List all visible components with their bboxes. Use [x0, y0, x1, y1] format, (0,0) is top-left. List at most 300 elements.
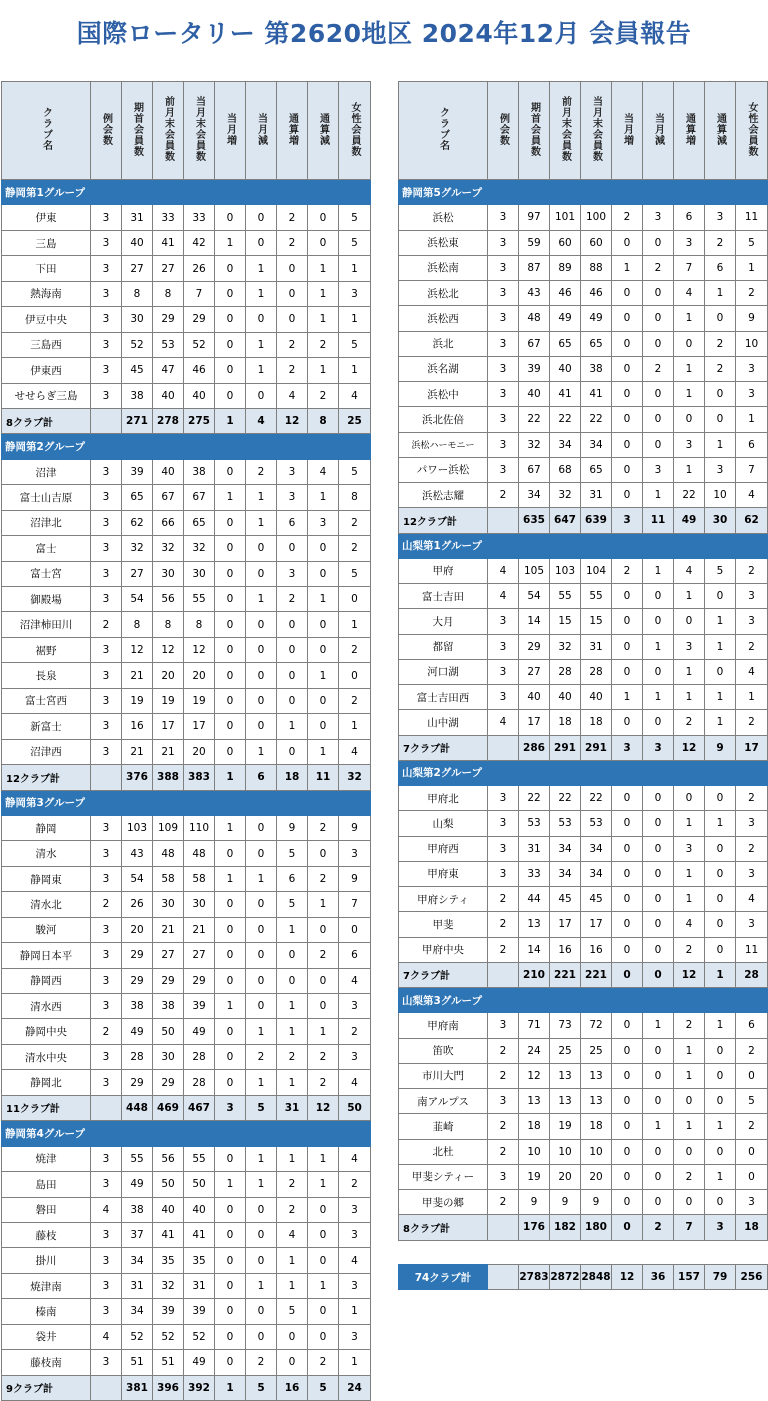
cell-meetings: 3 — [488, 281, 519, 306]
cell-female-members: 5 — [339, 205, 371, 230]
cell-total-decrease: 1 — [308, 256, 339, 281]
cell-total-decrease: 1 — [308, 663, 339, 688]
cell-club-name: 大月 — [399, 609, 488, 634]
cell-club-name: 笛吹 — [399, 1038, 488, 1063]
cell-total-increase: 1 — [277, 1070, 308, 1095]
cell-start-members: 59 — [519, 230, 550, 255]
table-row — [2, 815, 371, 840]
cell-total-decrease: 2 — [705, 356, 736, 381]
cell-month-decrease: 1 — [246, 587, 277, 612]
header-label: 期首会員数 — [528, 101, 540, 157]
cell-meetings: 3 — [488, 836, 519, 861]
cell-meetings: 3 — [91, 1299, 122, 1324]
cell-month-end-members: 41 — [184, 1222, 215, 1247]
cell-total-decrease: 1 — [705, 1013, 736, 1038]
cell-month-increase: 0 — [612, 457, 643, 482]
cell-month-decrease: 0 — [643, 861, 674, 886]
cell-start-members: 21 — [122, 739, 153, 764]
cell-month-end-members: 28 — [184, 1044, 215, 1069]
cell-female-members: 4 — [339, 383, 371, 408]
table-row — [2, 307, 371, 332]
table-row — [399, 255, 768, 280]
cell-female-members: 0 — [736, 1164, 768, 1189]
total-prev-month-members: 388 — [153, 765, 184, 790]
table-row — [399, 432, 768, 457]
cell-total-increase: 0 — [277, 536, 308, 561]
table-row — [399, 861, 768, 886]
cell-meetings: 3 — [488, 356, 519, 381]
cell-total-increase: 2 — [277, 587, 308, 612]
cell-month-decrease: 1 — [246, 332, 277, 357]
cell-month-end-members: 10 — [581, 1139, 612, 1164]
cell-club-name: 下田 — [2, 256, 91, 281]
cell-month-increase: 1 — [215, 485, 246, 510]
total-month-end-members: 275 — [184, 408, 215, 433]
cell-month-decrease: 0 — [246, 917, 277, 942]
cell-total-decrease: 0 — [705, 887, 736, 912]
total-month-end-members: 291 — [581, 735, 612, 760]
cell-month-increase: 0 — [215, 256, 246, 281]
cell-month-decrease: 0 — [643, 1190, 674, 1215]
cell-prev-month-members: 41 — [153, 1222, 184, 1247]
cell-total-decrease: 0 — [705, 836, 736, 861]
cell-total-decrease: 0 — [705, 382, 736, 407]
cell-female-members: 4 — [339, 739, 371, 764]
table-row — [2, 917, 371, 942]
cell-month-increase: 0 — [612, 1089, 643, 1114]
total-start-members: 176 — [519, 1215, 550, 1240]
cell-meetings: 3 — [91, 994, 122, 1019]
cell-month-decrease: 0 — [246, 561, 277, 586]
cell-month-decrease: 1 — [643, 483, 674, 508]
total-total-increase: 18 — [277, 765, 308, 790]
cell-total-increase: 0 — [674, 1139, 705, 1164]
table-row — [399, 1164, 768, 1189]
cell-club-name: 静岡西 — [2, 968, 91, 993]
cell-start-members: 32 — [519, 432, 550, 457]
cell-month-end-members: 46 — [184, 358, 215, 383]
group-name: 静岡第1グループ — [2, 180, 371, 205]
cell-club-name: 榛南 — [2, 1299, 91, 1324]
cell-total-increase: 1 — [674, 659, 705, 684]
cell-club-name: 静岡中央 — [2, 1019, 91, 1044]
cell-month-decrease: 0 — [246, 1222, 277, 1247]
cell-meetings: 3 — [91, 230, 122, 255]
total-month-decrease: 11 — [643, 508, 674, 533]
table-row — [2, 510, 371, 535]
cell-club-name: 富士吉田西 — [399, 685, 488, 710]
cell-start-members: 52 — [122, 1324, 153, 1349]
table-row — [2, 866, 371, 891]
cell-total-decrease: 0 — [308, 1248, 339, 1273]
cell-total-increase: 7 — [674, 255, 705, 280]
cell-total-increase: 0 — [277, 1350, 308, 1375]
cell-total-increase: 0 — [277, 612, 308, 637]
cell-month-decrease: 0 — [246, 205, 277, 230]
cell-start-members: 31 — [122, 205, 153, 230]
table-row — [2, 1070, 371, 1095]
cell-month-end-members: 32 — [184, 536, 215, 561]
cell-month-increase: 0 — [612, 710, 643, 735]
header-label: 女性会員数 — [746, 101, 757, 157]
cell-prev-month-members: 65 — [550, 331, 581, 356]
cell-start-members: 22 — [519, 786, 550, 811]
cell-total-increase: 1 — [674, 887, 705, 912]
header-label: クラブ名 — [437, 107, 449, 151]
total-female-members: 18 — [736, 1215, 768, 1240]
cell-club-name: 都留 — [399, 634, 488, 659]
cell-total-decrease: 0 — [308, 1197, 339, 1222]
group-total-row — [2, 1375, 371, 1400]
header-label: 当月末会員数 — [193, 96, 205, 162]
cell-total-increase: 1 — [674, 1063, 705, 1088]
cell-female-members: 1 — [736, 255, 768, 280]
table-row — [2, 612, 371, 637]
cell-month-increase: 0 — [215, 332, 246, 357]
cell-total-decrease: 2 — [308, 943, 339, 968]
cell-month-end-members: 22 — [581, 786, 612, 811]
cell-month-decrease: 1 — [246, 1070, 277, 1095]
cell-meetings: 3 — [488, 811, 519, 836]
cell-month-end-members: 40 — [184, 1197, 215, 1222]
cell-meetings: 3 — [488, 306, 519, 331]
cell-total-decrease: 1 — [705, 710, 736, 735]
cell-start-members: 105 — [519, 558, 550, 583]
cell-month-end-members: 88 — [581, 255, 612, 280]
cell-month-end-members: 58 — [184, 866, 215, 891]
cell-total-decrease: 5 — [705, 558, 736, 583]
cell-club-name: 熱海南 — [2, 281, 91, 306]
cell-meetings: 3 — [91, 561, 122, 586]
cell-female-members: 2 — [339, 688, 371, 713]
cell-month-end-members: 25 — [581, 1038, 612, 1063]
cell-female-members: 2 — [736, 634, 768, 659]
cell-prev-month-members: 17 — [153, 714, 184, 739]
cell-meetings: 4 — [488, 584, 519, 609]
cell-month-end-members: 28 — [184, 1070, 215, 1095]
cell-meetings: 2 — [488, 483, 519, 508]
cell-start-members: 31 — [519, 836, 550, 861]
cell-month-increase: 0 — [612, 912, 643, 937]
total-female-members: 32 — [339, 765, 371, 790]
cell-prev-month-members: 49 — [550, 306, 581, 331]
cell-start-members: 38 — [122, 383, 153, 408]
cell-start-members: 19 — [519, 1164, 550, 1189]
header-label: 当月増 — [621, 112, 633, 146]
total-total-increase: 12 — [277, 408, 308, 433]
total-total-decrease: 12 — [308, 1095, 339, 1120]
cell-prev-month-members: 58 — [153, 866, 184, 891]
cell-total-decrease: 1 — [308, 358, 339, 383]
cell-club-name: 富士宮 — [2, 561, 91, 586]
cell-club-name: 甲斐シティー — [399, 1164, 488, 1189]
cell-month-end-members: 13 — [581, 1063, 612, 1088]
cell-month-decrease: 0 — [246, 637, 277, 662]
header-prev-month-members — [153, 82, 184, 180]
cell-month-decrease: 0 — [246, 841, 277, 866]
cell-female-members: 0 — [736, 1063, 768, 1088]
cell-prev-month-members: 40 — [550, 356, 581, 381]
cell-prev-month-members: 109 — [153, 815, 184, 840]
cell-meetings: 2 — [91, 612, 122, 637]
cell-month-decrease: 1 — [246, 866, 277, 891]
cell-total-increase: 1 — [277, 714, 308, 739]
table-row — [2, 943, 371, 968]
cell-club-name: 甲斐の郷 — [399, 1190, 488, 1215]
cell-prev-month-members: 56 — [153, 1146, 184, 1171]
header-month-increase — [215, 82, 246, 180]
cell-month-decrease: 0 — [643, 382, 674, 407]
cell-prev-month-members: 48 — [153, 841, 184, 866]
cell-total-decrease: 0 — [705, 1038, 736, 1063]
cell-month-increase: 2 — [612, 558, 643, 583]
cell-female-members: 5 — [736, 230, 768, 255]
header-meetings — [488, 82, 519, 180]
cell-month-end-members: 34 — [581, 432, 612, 457]
cell-month-end-members: 104 — [581, 558, 612, 583]
grand-total-table — [398, 1264, 768, 1290]
cell-total-decrease: 0 — [308, 536, 339, 561]
cell-meetings: 3 — [91, 739, 122, 764]
cell-month-decrease: 3 — [643, 205, 674, 230]
cell-month-end-members: 33 — [184, 205, 215, 230]
cell-month-end-members: 35 — [184, 1248, 215, 1273]
cell-month-decrease: 0 — [246, 663, 277, 688]
table-row — [2, 587, 371, 612]
group-header-row — [399, 760, 768, 785]
cell-female-members: 1 — [736, 407, 768, 432]
cell-start-members: 24 — [519, 1038, 550, 1063]
cell-month-decrease: 0 — [643, 659, 674, 684]
cell-total-increase: 0 — [674, 1089, 705, 1114]
cell-total-increase: 1 — [674, 811, 705, 836]
cell-female-members: 2 — [736, 281, 768, 306]
cell-month-end-members: 55 — [184, 587, 215, 612]
left-member-table — [1, 81, 371, 1401]
cell-prev-month-members: 103 — [550, 558, 581, 583]
cell-female-members: 1 — [339, 714, 371, 739]
header-club-name — [2, 82, 91, 180]
total-meetings — [91, 1375, 122, 1400]
cell-prev-month-members: 50 — [153, 1019, 184, 1044]
header-month-decrease — [643, 82, 674, 180]
cell-total-increase: 4 — [674, 912, 705, 937]
cell-start-members: 8 — [122, 612, 153, 637]
cell-month-increase: 0 — [612, 836, 643, 861]
cell-month-decrease: 2 — [643, 255, 674, 280]
cell-prev-month-members: 19 — [550, 1114, 581, 1139]
cell-female-members: 3 — [339, 841, 371, 866]
table-row — [2, 281, 371, 306]
cell-female-members: 4 — [339, 1248, 371, 1273]
header-start-members — [519, 82, 550, 180]
cell-meetings: 3 — [91, 1350, 122, 1375]
group-header-row — [399, 988, 768, 1013]
cell-month-increase: 0 — [215, 968, 246, 993]
cell-total-decrease: 0 — [705, 861, 736, 886]
cell-total-increase: 0 — [277, 968, 308, 993]
group-name: 静岡第4グループ — [2, 1121, 371, 1146]
total-month-increase: 0 — [612, 962, 643, 987]
header-label: 前月末会員数 — [559, 96, 571, 162]
cell-female-members: 6 — [736, 432, 768, 457]
cell-meetings: 3 — [91, 383, 122, 408]
table-row — [399, 634, 768, 659]
cell-total-increase: 1 — [674, 356, 705, 381]
cell-prev-month-members: 34 — [550, 836, 581, 861]
cell-female-members: 2 — [339, 1019, 371, 1044]
cell-female-members: 2 — [736, 710, 768, 735]
cell-month-increase: 0 — [215, 561, 246, 586]
cell-start-members: 30 — [122, 307, 153, 332]
cell-total-decrease: 1 — [705, 811, 736, 836]
cell-club-name: 山梨 — [399, 811, 488, 836]
header-female-members — [339, 82, 371, 180]
cell-female-members: 2 — [736, 836, 768, 861]
header-month-decrease — [246, 82, 277, 180]
cell-start-members: 67 — [519, 457, 550, 482]
cell-meetings: 3 — [91, 1222, 122, 1247]
cell-month-end-members: 34 — [581, 861, 612, 886]
total-total-increase: 16 — [277, 1375, 308, 1400]
cell-month-increase: 1 — [215, 866, 246, 891]
header-prev-month-members — [550, 82, 581, 180]
cell-female-members: 3 — [339, 1222, 371, 1247]
cell-total-increase: 1 — [277, 1146, 308, 1171]
cell-month-decrease: 3 — [643, 457, 674, 482]
total-female-members: 28 — [736, 962, 768, 987]
cell-female-members: 9 — [736, 306, 768, 331]
total-total-increase: 12 — [674, 735, 705, 760]
cell-total-decrease: 1 — [308, 1146, 339, 1171]
cell-month-decrease: 0 — [643, 1164, 674, 1189]
right-member-table — [398, 81, 768, 1241]
cell-total-decrease: 2 — [308, 383, 339, 408]
cell-total-decrease: 0 — [308, 917, 339, 942]
cell-month-increase: 0 — [215, 1222, 246, 1247]
cell-prev-month-members: 20 — [550, 1164, 581, 1189]
cell-prev-month-members: 19 — [153, 688, 184, 713]
cell-month-decrease: 1 — [246, 358, 277, 383]
table-row — [399, 457, 768, 482]
cell-club-name: 山中湖 — [399, 710, 488, 735]
cell-month-increase: 0 — [215, 637, 246, 662]
cell-month-increase: 0 — [215, 663, 246, 688]
cell-month-increase: 0 — [612, 1139, 643, 1164]
table-row — [399, 1139, 768, 1164]
cell-total-decrease: 1 — [308, 1019, 339, 1044]
table-row — [2, 892, 371, 917]
header-month-increase — [612, 82, 643, 180]
cell-month-decrease: 0 — [643, 584, 674, 609]
page-title: 国際ロータリー 第2620地区 2024年12月 会員報告 — [76, 19, 692, 48]
total-month-end-members: 383 — [184, 765, 215, 790]
cell-total-decrease: 0 — [308, 688, 339, 713]
cell-club-name: パワー浜松 — [399, 457, 488, 482]
cell-total-decrease: 4 — [308, 459, 339, 484]
cell-total-decrease: 3 — [308, 510, 339, 535]
cell-meetings: 3 — [91, 663, 122, 688]
cell-start-members: 40 — [519, 685, 550, 710]
cell-month-end-members: 29 — [184, 307, 215, 332]
cell-start-members: 16 — [122, 714, 153, 739]
cell-meetings: 3 — [488, 1164, 519, 1189]
cell-club-name: 長泉 — [2, 663, 91, 688]
cell-total-increase: 2 — [277, 230, 308, 255]
header-meetings — [91, 82, 122, 180]
cell-club-name: 北杜 — [399, 1139, 488, 1164]
cell-total-increase: 0 — [277, 281, 308, 306]
cell-total-decrease: 0 — [705, 912, 736, 937]
cell-total-decrease: 2 — [308, 332, 339, 357]
cell-start-members: 71 — [519, 1013, 550, 1038]
cell-month-end-members: 49 — [581, 306, 612, 331]
cell-total-decrease: 0 — [308, 561, 339, 586]
group-name: 山梨第1グループ — [399, 533, 768, 558]
cell-total-increase: 0 — [277, 688, 308, 713]
cell-start-members: 13 — [519, 912, 550, 937]
total-club-name: 11クラブ計 — [2, 1095, 91, 1120]
cell-female-members: 3 — [736, 382, 768, 407]
total-club-name: 9クラブ計 — [2, 1375, 91, 1400]
cell-meetings: 3 — [488, 634, 519, 659]
total-month-end-members: 392 — [184, 1375, 215, 1400]
cell-prev-month-members: 41 — [550, 382, 581, 407]
grand-total-meetings — [488, 1265, 519, 1290]
cell-month-increase: 0 — [215, 358, 246, 383]
cell-club-name: 浜松中 — [399, 382, 488, 407]
cell-club-name: 磐田 — [2, 1197, 91, 1222]
header-label: 当月増 — [224, 112, 236, 146]
cell-club-name: 富士山吉原 — [2, 485, 91, 510]
cell-prev-month-members: 50 — [153, 1172, 184, 1197]
cell-month-increase: 0 — [612, 432, 643, 457]
cell-month-decrease: 0 — [246, 892, 277, 917]
cell-meetings: 3 — [91, 714, 122, 739]
cell-month-end-members: 34 — [581, 836, 612, 861]
total-month-decrease: 0 — [643, 962, 674, 987]
cell-total-decrease: 1 — [308, 892, 339, 917]
cell-club-name: 静岡北 — [2, 1070, 91, 1095]
cell-month-end-members: 48 — [184, 841, 215, 866]
table-row — [2, 459, 371, 484]
cell-month-decrease: 0 — [643, 609, 674, 634]
cell-female-members: 4 — [736, 887, 768, 912]
group-total-row — [399, 1215, 768, 1240]
group-total-row — [2, 1095, 371, 1120]
cell-total-increase: 0 — [674, 331, 705, 356]
table-row — [2, 714, 371, 739]
cell-start-members: 43 — [122, 841, 153, 866]
cell-start-members: 37 — [122, 1222, 153, 1247]
table-row — [399, 1089, 768, 1114]
cell-female-members: 5 — [339, 459, 371, 484]
cell-start-members: 39 — [519, 356, 550, 381]
cell-month-decrease: 1 — [643, 558, 674, 583]
cell-month-decrease: 1 — [246, 1146, 277, 1171]
cell-month-end-members: 17 — [184, 714, 215, 739]
cell-month-increase: 0 — [612, 356, 643, 381]
total-club-name: 8クラブ計 — [399, 1215, 488, 1240]
cell-month-end-members: 18 — [581, 1114, 612, 1139]
cell-month-end-members: 50 — [184, 1172, 215, 1197]
cell-month-end-members: 67 — [184, 485, 215, 510]
total-meetings — [91, 1095, 122, 1120]
cell-month-end-members: 52 — [184, 1324, 215, 1349]
cell-club-name: 浜松西 — [399, 306, 488, 331]
cell-female-members: 4 — [736, 659, 768, 684]
cell-meetings: 2 — [488, 1038, 519, 1063]
